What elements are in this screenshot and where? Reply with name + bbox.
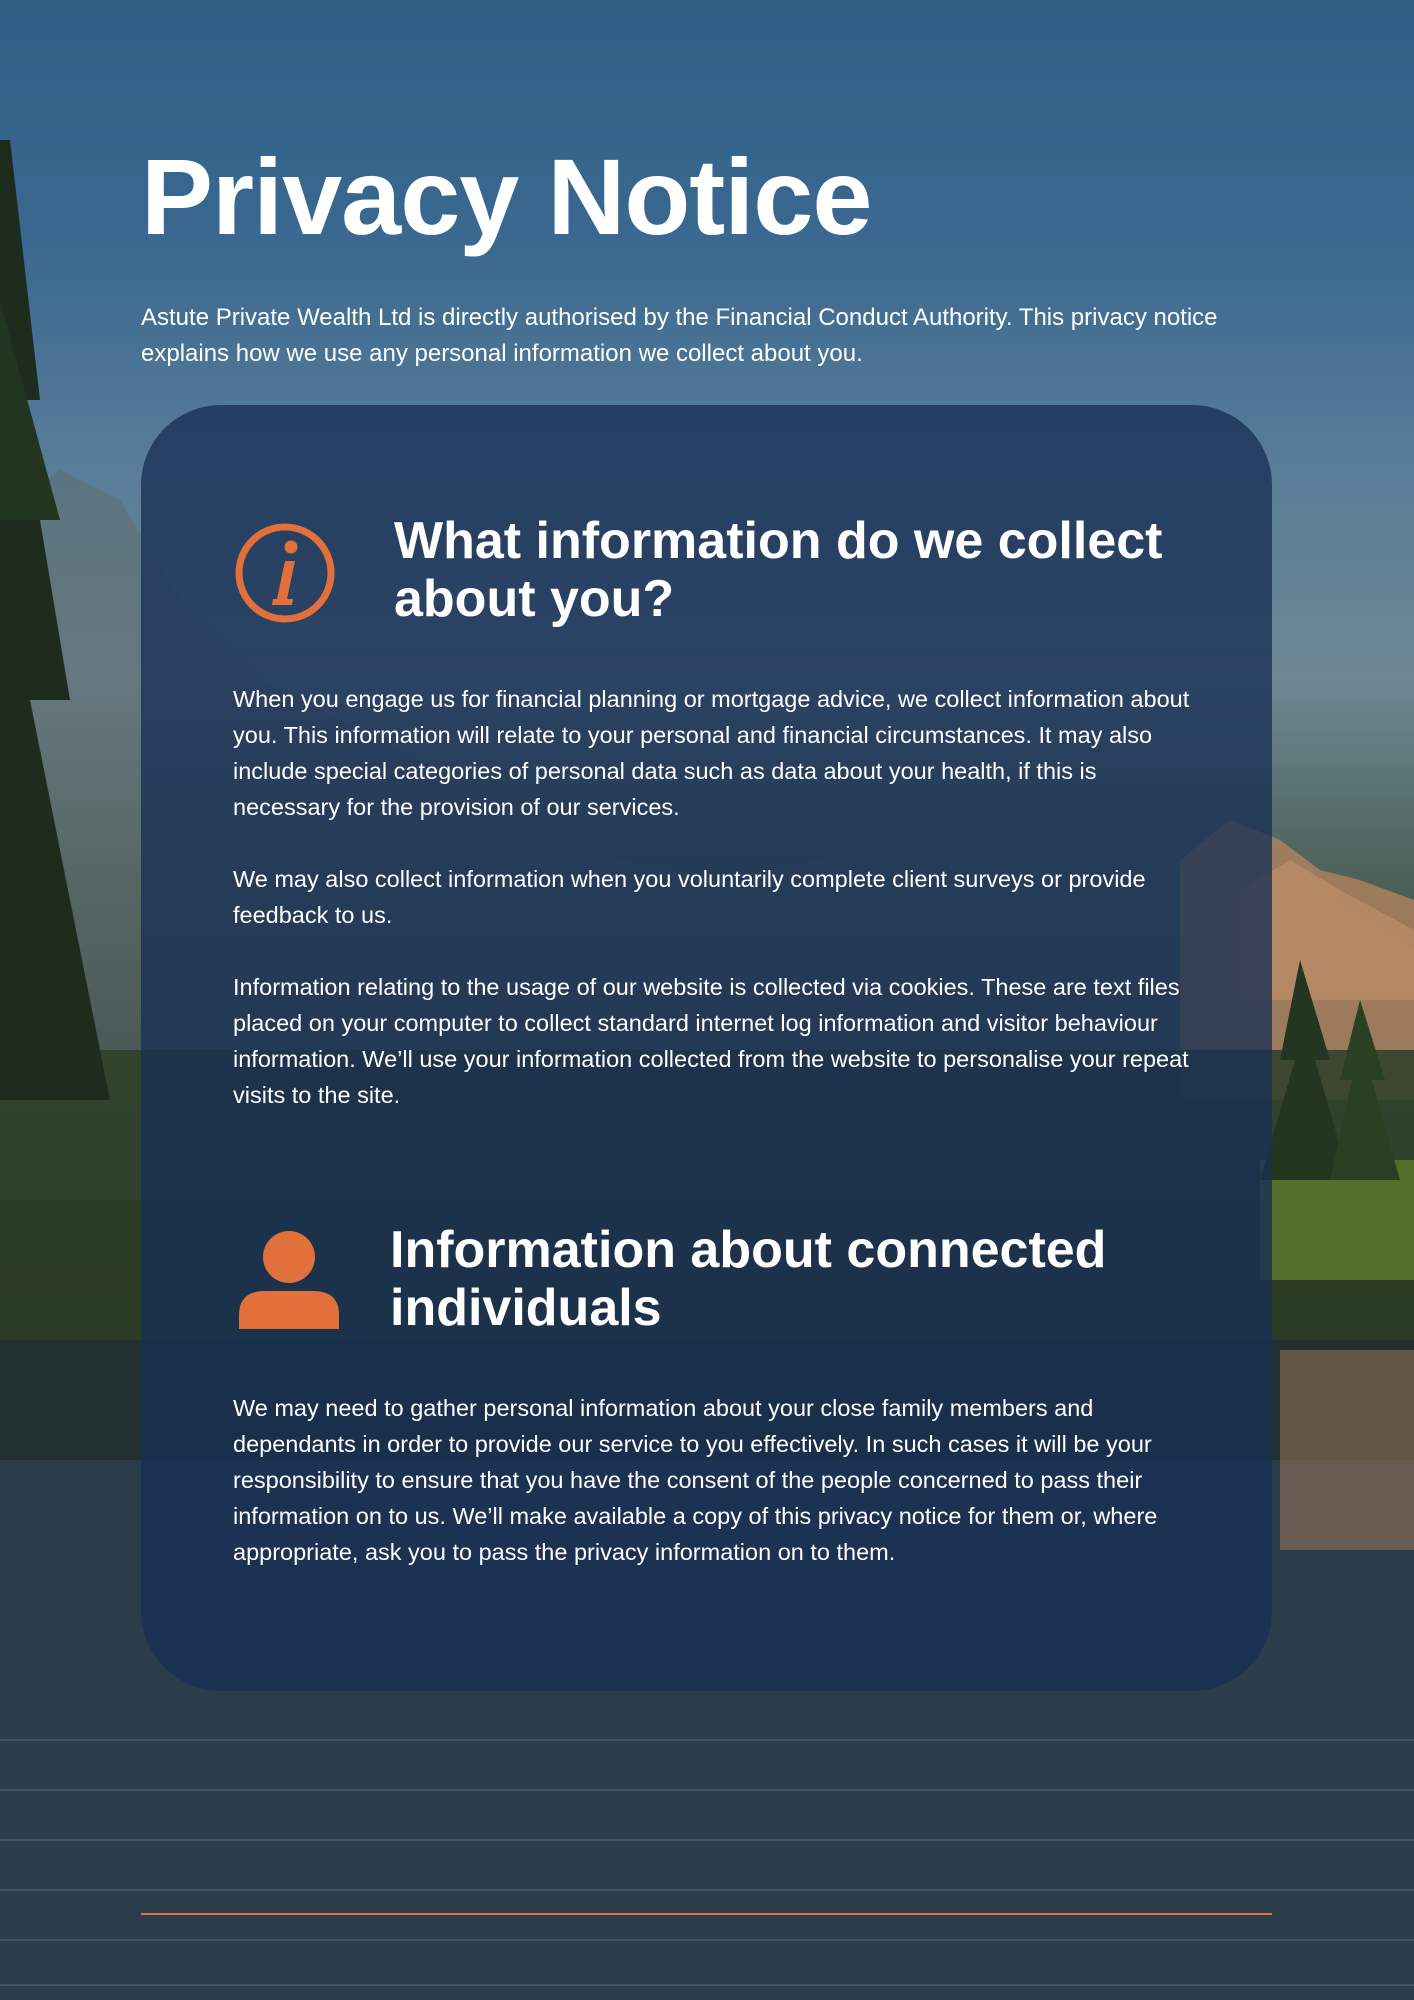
info-icon	[233, 521, 337, 625]
section-heading-collect: What information do we collect about you?	[394, 512, 1163, 628]
section-heading-connected: Information about connected individuals	[390, 1221, 1107, 1337]
intro-text: Astute Private Wealth Ltd is directly authorised by the Financial Conduct Authority. This privacy notice explains how we use any personal information we collect about you.	[141, 304, 1218, 367]
section-body-collect	[233, 681, 1203, 1149]
paragraph: We may also collect information when you voluntarily complete client surveys or provide feedback to us.	[233, 866, 1146, 928]
page-title: Privacy Notice	[141, 136, 872, 257]
person-icon	[237, 1229, 341, 1333]
section-body-connected	[233, 1390, 1203, 1606]
paragraph: When you engage us for financial planning or mortgage advice, we collect information about you. This information will relate to your personal and financial circumstances. It may also include special categories of personal data such as data about your health, if this is necessary for the provision of our services.	[233, 686, 1190, 820]
content-card	[141, 405, 1272, 1691]
paragraph: Information relating to the usage of our website is collected via cookies. These are text files placed on your computer to collect standard internet log information and visitor behaviour information. We’ll use your information collected from the website to personalise your repeat visits to the site.	[233, 974, 1189, 1108]
footer-divider	[141, 1913, 1272, 1915]
paragraph: We may need to gather personal information about your close family members and dependants in order to provide our service to you effectively. In such cases it will be your responsibility to ensure that you have the consent of the people concerned to pass their information on to us. We’ll make available a copy of this privacy notice for them or, where appropriate, ask you to pass the privacy information on to them.	[233, 1395, 1158, 1565]
